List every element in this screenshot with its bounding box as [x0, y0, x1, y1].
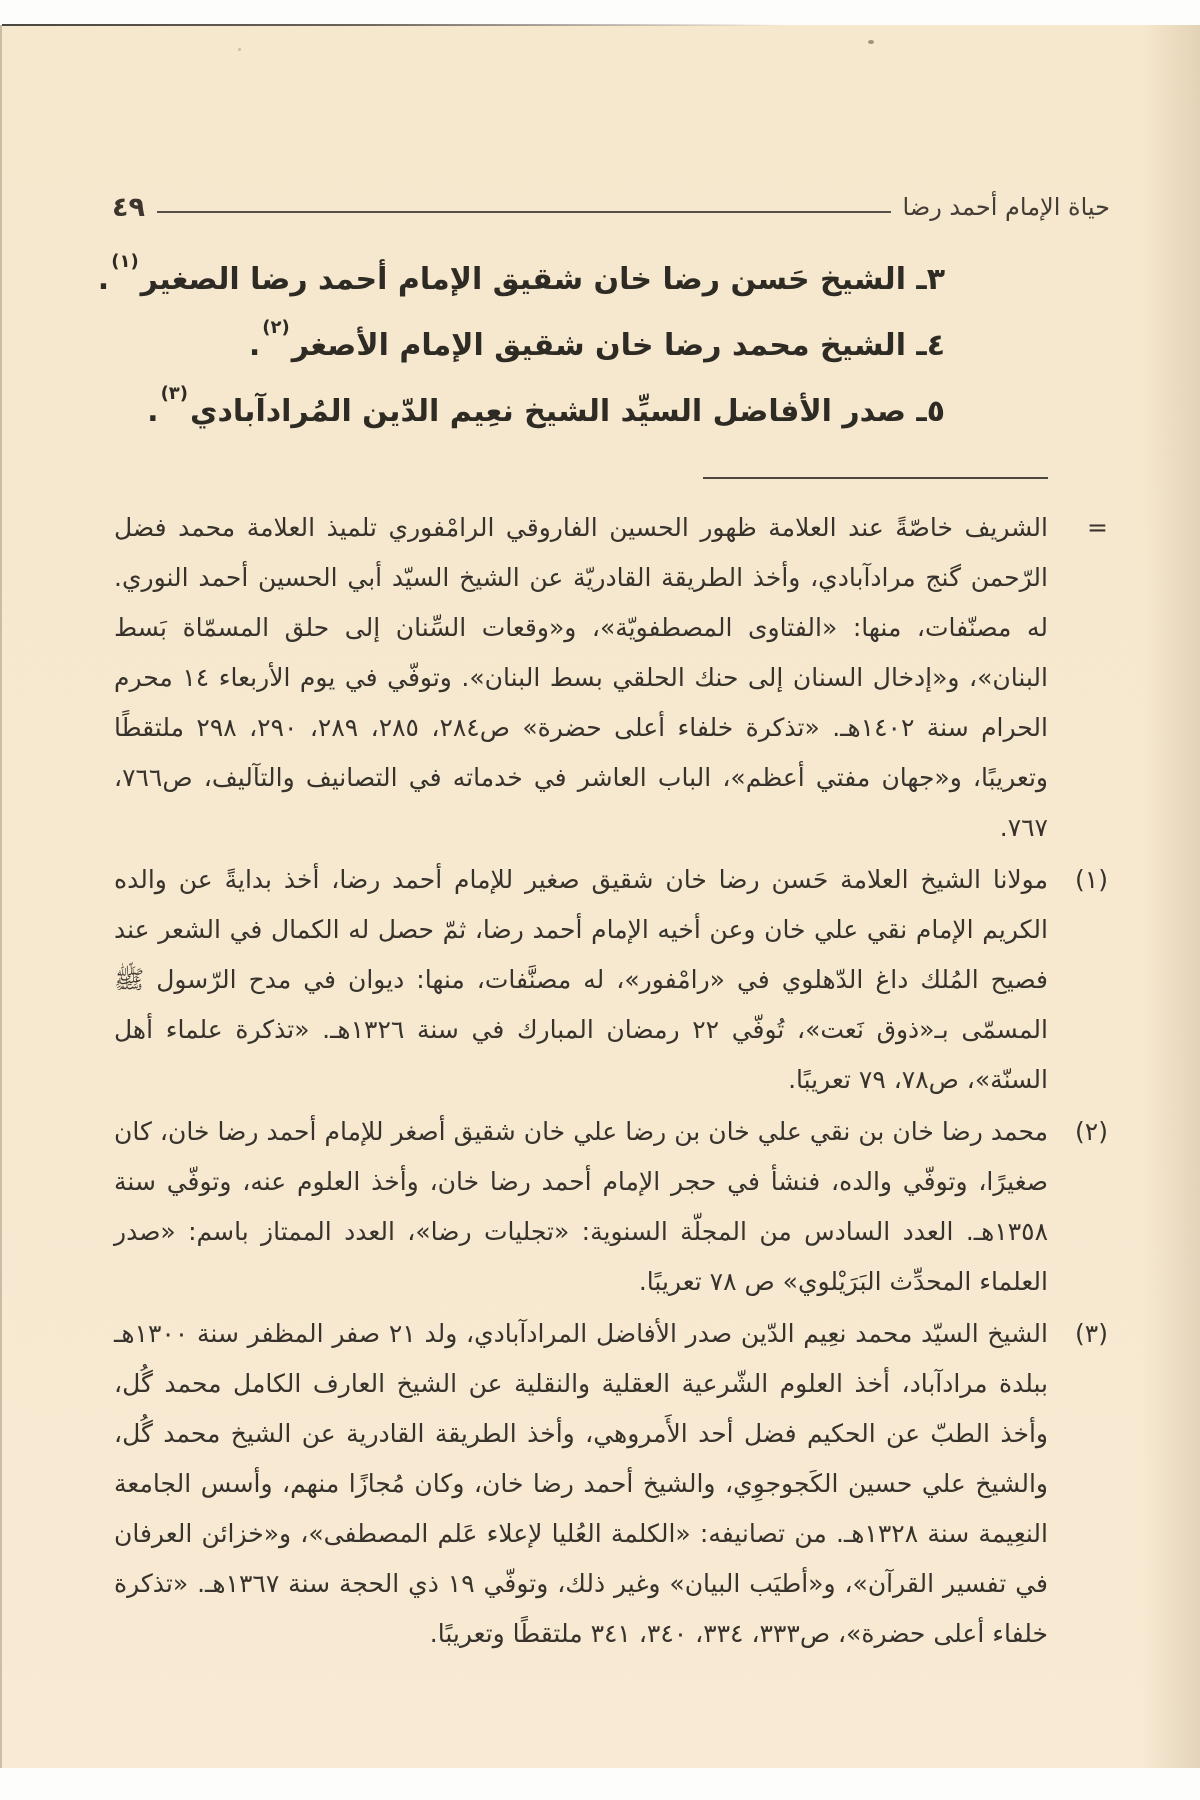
page-number: ٤٩	[112, 191, 145, 223]
footnote-ref-3: (٣)	[160, 383, 189, 404]
footnote-ref-1: (١)	[111, 251, 139, 272]
footnote-continuation	[114, 503, 1110, 853]
list-item-period: .	[147, 394, 159, 429]
footnote-text: الشريف خاصّةً عند العلامة ظهور الحسين الفاروقي الرامْفوري تلميذ العلامة محمد فضل الرّحمن گنج مرادآبادي، وأخذ الطريقة القادريّة عن الشيخ السيّد أبي الحسين أحمد النوري. له مصنّفات، منها: «الفتاوى المصطفويّة»، و«وقعات السِّنان إلى حلق المسمّاة بَسط البنان»، و«إدخال السنان إلى حنك الحلقي بسط البنان». وتوفّي في يوم الأربعاء ١٤ محرم الحرام سنة ١٤٠٢هـ. «تذكرة خلفاء أعلى حضرة» ص٢٨٤، ٢٨٥، ٢٨٩، ٢٩٠، ٢٩٨ ملتقطًا وتعريبًا، و«جهان مفتي أعظم»، الباب العاشر في خدماته في التصانيف والتآليف، ص٧٦٦، ٧٦٧.	[114, 513, 1048, 842]
footnote-3	[114, 1309, 1110, 1659]
footnote-1	[114, 855, 1110, 1105]
footnote-separator	[703, 477, 1048, 479]
footnote-marker: (٢)	[1075, 1117, 1108, 1146]
running-title: حياة الإمام أحمد رضا	[902, 193, 1110, 221]
list-item-5	[122, 375, 945, 441]
page-right-shading	[1142, 25, 1200, 1768]
footnote-marker: (٣)	[1075, 1319, 1108, 1348]
list-item-text: ٤ـ الشيخ محمد رضا خان شقيق الإمام الأصغر	[291, 328, 945, 363]
page-header	[112, 193, 1110, 222]
list-item-text: ٥ـ صدر الأفاضل السيِّد الشيخ نعِيم الدّين المُرادآبادي	[190, 394, 945, 429]
paper-speck	[238, 48, 241, 51]
footnote-marker: =	[1087, 513, 1108, 542]
paper-speck	[868, 40, 874, 44]
footnotes-section	[114, 503, 1110, 1661]
header-rule	[157, 211, 891, 213]
footnote-2	[114, 1107, 1110, 1307]
footnote-text: محمد رضا خان بن نقي علي خان بن رضا علي خان شقيق أصغر للإمام أحمد رضا خان، كان صغيرًا، وتوفّي والده، فنشأ في حجر الإمام أحمد رضا خان، وأخذ العلوم عنه، وتوفّي سنة ١٣٥٨هـ. العدد السادس من المجلّة السنوية: «تجليات رضا»، العدد الممتاز باسم: «صدر العلماء المحدِّث البَرَيْلوي» ص ٧٨ تعريبًا.	[114, 1117, 1048, 1296]
page-top-edge	[2, 24, 782, 26]
list-item-period: .	[97, 262, 110, 297]
list-item-period: .	[248, 328, 261, 363]
footnote-marker: (١)	[1075, 865, 1108, 894]
book-page	[0, 25, 1200, 1768]
footnote-text: الشيخ السيّد محمد نعِيم الدّين صدر الأفاضل المرادآبادي، ولد ٢١ صفر المظفر سنة ١٣٠٠هـ ببلدة مرادآباد، أخذ العلوم الشّرعية العقلية والنقلية عن الشيخ العارف الكامل محمد گُل، وأخذ الطبّ عن الحكيم فضل أحد الأَمروهي، وأخذ الطريقة القادرية عن الشيخ محمد گُل، والشيخ علي حسين الكَجوجوِي، والشيخ أحمد رضا خان، وكان مُجازًا منهم، وأسس الجامعة النعِيمة سنة ١٣٢٨هـ. من تصانيفه: «الكلمة العُليا لإعلاء عَلم المصطفى»، و«خزائن العرفان في تفسير القرآن»، و«أطيَب البيان» وغير ذلك، وتوفّي ١٩ ذي الحجة سنة ١٣٦٧هـ. «تذكرة خلفاء أعلى حضرة»، ص٣٣٣، ٣٣٤، ٣٤٠، ٣٤١ ملتقطًا وتعريبًا.	[114, 1319, 1048, 1648]
footnote-ref-2: (٢)	[262, 317, 290, 338]
list-item-text: ٣ـ الشيخ حَسن رضا خان شقيق الإمام أحمد رضا الصغير	[140, 262, 945, 297]
footnote-text: مولانا الشيخ العلامة حَسن رضا خان شقيق صغير للإمام أحمد رضا، أخذ بدايةً عن والده الكريم الإمام نقي علي خان وعن أخيه الإمام أحمد رضا، ثمّ حصل له الكمال في الشعر عند فصيح المُلك داغ الدّهلوي في «رامْفور»، له مصنَّفات، منها: ديوان في مدح الرّسول ﷺ المسمّى بـ«ذوق نَعت»، تُوفّي ٢٢ رمضان المبارك في سنة ١٣٢٦هـ. «تذكرة علماء أهل السنّة»، ص٧٨، ٧٩ تعريبًا.	[114, 865, 1048, 1094]
list-item-3	[97, 243, 945, 309]
list-item-4	[122, 309, 945, 375]
numbered-list	[97, 243, 945, 441]
